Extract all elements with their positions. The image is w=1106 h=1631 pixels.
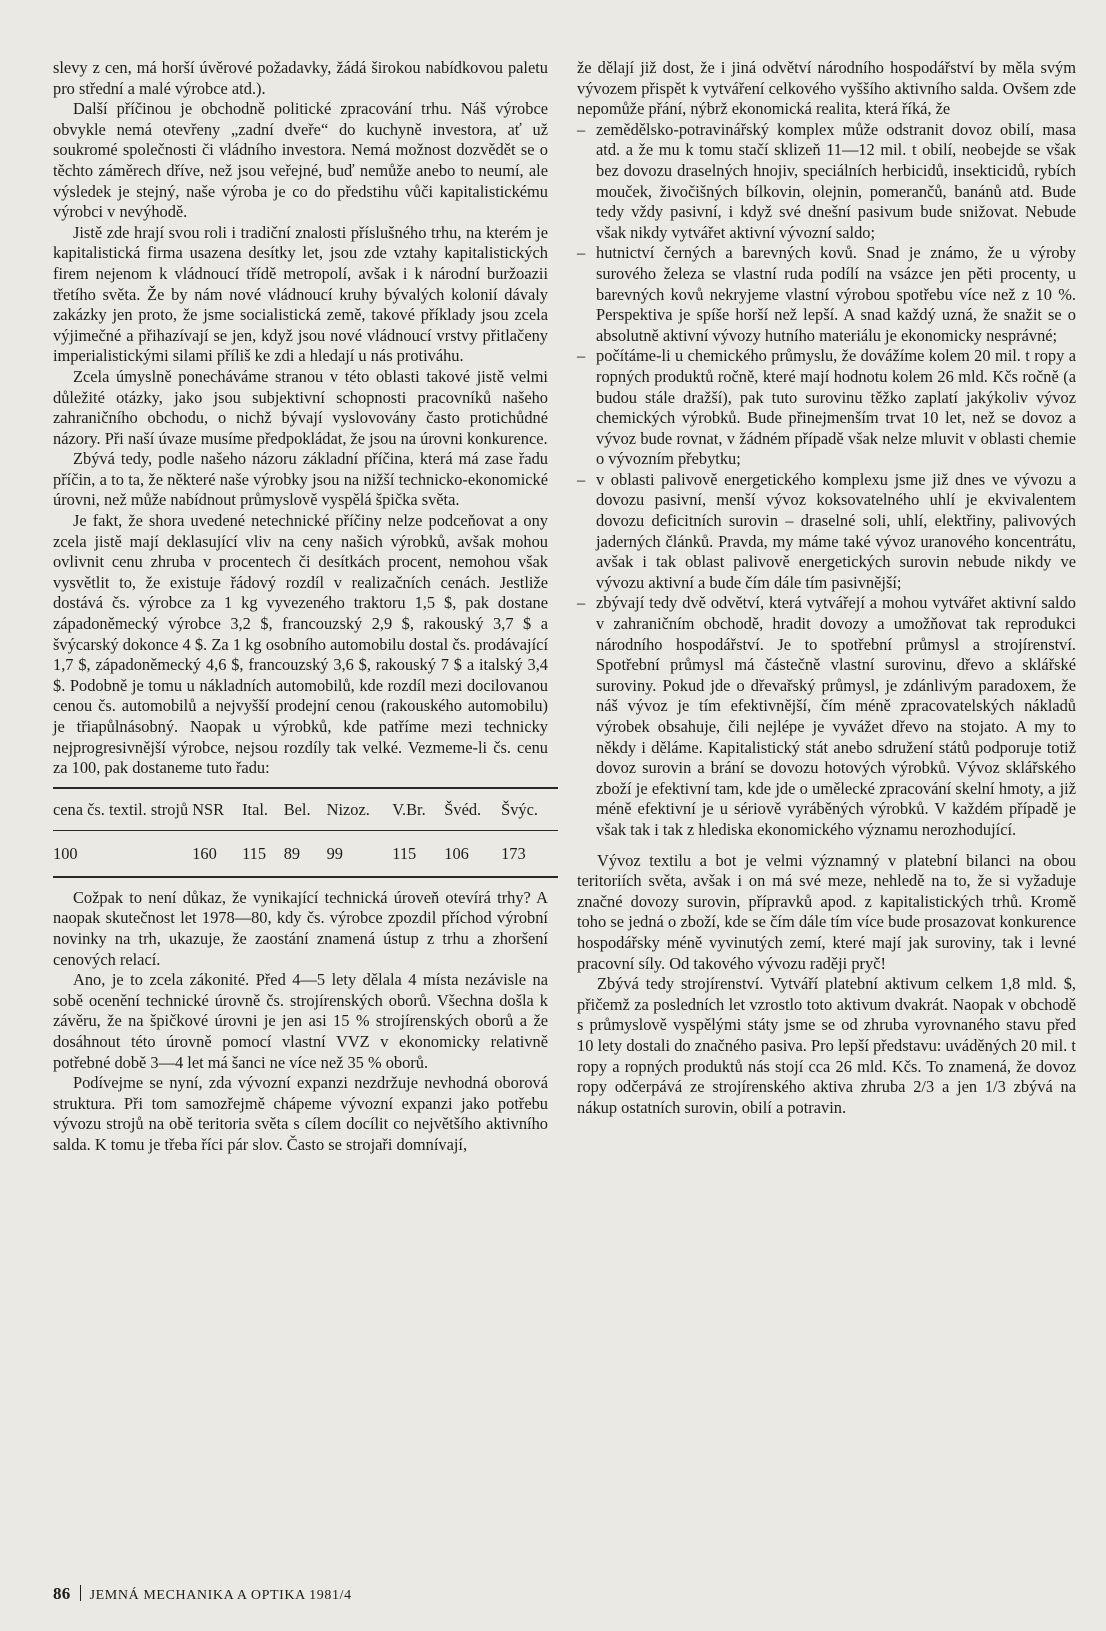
table-header-row [53,788,558,831]
list-item: – zbývají tedy dvě odvětví, která vytvářejí a mohou vytvářet aktivní saldo v zahraničním obchodě, hradit dovozy a umožňovat tak reprodukci národního hospodářství. Je to spotřební průmysl a strojírenství. Spotřební průmysl má částečně vlastní surovinu, dřevo a sklářské suroviny. Pokud jde o dřevařský průmysl, je zdánlivým paradoxem, že náš vývoz je tím efektivnější, čím méně zpracovatelských nákladů výrobek obsahuje, čili nejlépe je vyvážet dřevo na stojato. A my to někdy i děláme. Kapitalistický stát anebo sdružení států podporuje totiž dovoz surovin a brání se dovozu hotových výrobků. Vývoz sklářského zboží je efektivní tam, kde jde o umělecké zpracování skelní hmoty, a již méně efektivní je u sériově vyráběných výrobků. V každém případě je však tak i tak z hlediska ekonomického významu nerozhodující. [577,593,1076,840]
dash-list [577,120,1076,841]
table-row-header: cena čs. textil. strojů [53,799,189,819]
left-column [53,58,548,1156]
table-column-header: V.Br. [392,799,426,819]
table-cell: 160 [192,843,217,863]
paragraph: Zbývá tedy strojírenství. Vytváří platební aktivum celkem 1,8 mld. $, přičemž za posledních let vzrostlo toto aktivum dvakrát. Naopak v obchodě s průmyslově vyspělými státy jsme se od zhruba vyrovnaného stavu před 10 lety dostali do značného pasiva. Pro lepší představu: uváděných 20 mil. t ropy a ropných produktů nás stojí cca 26 mld. Kčs. To znamená, že dovoz ropy odčerpává ze strojírenského aktiva zhruba 2/3 a jen 1/3 zbývá na nákup ostatních surovin, obilí a potravin. [577,974,1076,1117]
table-column-header: Bel. [283,799,311,819]
table-cell: 106 [444,843,469,863]
table-column-header: Švéd. [444,799,482,819]
paragraph: Ano, je to zcela zákonité. Před 4—5 lety dělala 4 místa nezávisle na sobě ocenění technické úrovně čs. strojírenských oborů. Všechna došla k závěru, že na špičkové úrovni je jen asi 15 % strojírenských oborů a že dosáhnout této úrovně pomocí vlastní VVZ v ekonomicky relativně potřebné době 3—4 let má šanci ne více než 35 % oborů. [53,970,548,1072]
table-cell: 173 [501,843,526,863]
paragraph: Je fakt, že shora uvedené netechnické příčiny nelze podceňovat a ony zcela jistě mají deklasující vliv na ceny našich výrobků, avšak mohou ovlivnit cenu zhruba v procentech či desítkách procent, nemohou však vysvětlit to, že existuje řádový rozdíl v realizačních cenách. Jestliže dostává čs. výrobce za 1 kg vyvezeného traktoru 1,5 $, pak dostane západoněmecký výrobce 3,2 $, francouzský 2,9 $, rakouský 3,7 $ a švýcarský dokonce 4 $. Za 1 kg osobního automobilu dostal čs. prodávající 1,7 $, západoněmecký 4,6 $, francouzský 3,6 $, rakouský 7 $ a italský 3,4 $. Podobně je tomu u nákladních automobilů, kde rozdíl mezi docilovanou cenou čs. automobilů a nejvyšší prodejní cenou (rakouského automobilu) je třiapůlnásobný. Naopak u výrobků, kde patříme mezi technicky nejprogresivnější výrobce, nejsou rozdíly tak velké. Vezmeme-li čs. cenu za 100, pak dostaneme tuto řadu: [53,511,548,778]
page-number: 86 [53,1584,71,1603]
journal-title: JEMNÁ MECHANIKA A OPTIKA 1981/4 [89,1588,352,1603]
list-item: – počítáme-li u chemického průmyslu, že dovážíme kolem 20 mil. t ropy a ropných produktů ročně, které mají hodnotu kolem 26 mld. Kčs ročně (a budou stále dražší), pak tuto surovinu těžko zaplatí jakýkoliv vývoz chemických výrobků. Bude přinejmenším trvat 10 let, než se dovoz a vývoz bude rovnat, v žádném případě však nelze mluvit v oblasti chemie o vývozním přebytku; [577,346,1076,470]
paragraph: Podívejme se nyní, zda vývozní expanzi nezdržuje nevhodná oborová struktura. Při tom samozřejmě chápeme vývozní expanzi jako potřebu vývozu strojů na obě teritoria světa s cílem docílit co největšího aktivního salda. K tomu je třeba říci pár slov. Často se strojaři domnívají, [53,1073,548,1154]
table-column-header: Ital. [242,799,269,819]
paragraph: Jistě zde hrají svou roli i tradiční znalosti příslušného trhu, na kterém je kapitalistická firma usazena desítky let, jsou zde vztahy kapitalistických firem nejenom k vládnoucí třídě metropolí, avšak i k národní buržoazii třetího světa. Že by nám nové vládnoucí kruhy bývalých kolonií dávaly zakázky jen proto, že jsme socialistická země, takové příklady jsou zcela výjimečné a přihazívají se jen, když jsou nové vládnoucí vrstvy přitlačeny imperialistickými silami příliš ke zdi a hledají u nás protiváhu. [53,222,548,366]
list-item: – hutnictví černých a barevných kovů. Snad je známo, že u výroby surového železa se vlastní ruda podílí na vsázce jen pěti procenty, u barevných kovů nekryjeme vlastní výrobou spotřebu více než z 10 %. Perspektiva je spíše horší než lepší. A snad každý uzná, že snažit se o absolutně aktivní vývozy hutního materiálu je ekonomicky nesprávné; [577,243,1076,346]
paragraph: že dělají již dost, že i jiná odvětví národního hospodářství by měla svým vývozem přispět k vytváření celkového vyššího aktivního salda. Ovšem zde nepomůže přání, nýbrž ekonomická realita, která říká, že [577,58,1076,119]
spacer [577,841,1076,851]
table-cell: 100 [53,843,78,863]
paragraph: Zcela úmyslně ponecháváme stranou v této oblasti takové jistě velmi důležité otázky, jako jsou subjektivní schopnosti pracovníků našeho zahraničního obchodu, o nichž bývají vyslovovány často protichůdné názory. Při naší úvaze musíme předpokládat, že jsou na úrovni konkurence. [53,366,548,448]
table-cell: 89 [283,843,301,863]
paragraph: Vývoz textilu a bot je velmi významný v platební bilanci na obou teritoriích světa, avšak i on má své meze, nehledě na to, že si vyžaduje značné dovozy surovin, přípravků apod. z kapitalistických trhů. Kromě toho se jedná o zboží, kde se čím dále tím více bude prosazovat konkurence hospodářsky méně vyvinutých zemí, které mají jak suroviny, tak i levné pracovní síly. Od takového vývozu raději pryč! [577,850,1076,973]
list-item: – zemědělsko-potravinářský komplex může odstranit dovoz obilí, masa atd. a že mu k tomu stačí sklizeň 11—12 mil. t obilí, neobejde se však bez dovozu draselných hnojiv, speciálních herbicidů, insekticidů, rybích mouček, živočišných bílkovin, olejnin, pomerančů, banánů atd. Bude tedy vždy pasivní, i když své dnešní pasivum bude snižovat. Nebude však nikdy vytvářet aktivní vývozní saldo; [577,120,1076,244]
right-column [577,58,1076,1118]
table-column-header: Švýc. [501,799,538,819]
table-cell: 99 [326,843,343,863]
table-cell: 115 [392,843,417,863]
paragraph: slevy z cen, má horší úvěrové požadavky, žádá širokou nabídkovou paletu pro střední a malé výrobce atd.). [53,58,548,98]
table-cell: 115 [242,843,267,863]
footer-divider [80,1585,81,1601]
page-footer [53,1584,352,1604]
table-column-header: NSR [192,799,225,819]
spacer [53,878,548,888]
paragraph: Cožpak to není důkaz, že vynikající technická úroveň otevírá trhy? A naopak skutečnost let 1978—80, kdy čs. výrobce zpozdil příchod výrobní novinky na trh, ukazuje, že zaostání znamená ústup z trhu a zhoršení cenových relací. [53,887,548,969]
paragraph: Další příčinou je obchodně politické zpracování trhu. Náš výrobce obvykle nemá otevřeny „zadní dveře“ do kuchyně investora, ať už soukromé společnosti či vládního investora. Nemá možnost dozvědět se o těchto záměrech dříve, než jsou veřejné, buď nemůže anebo to neumí, ale výsledek je stejný, naše výroba je co do předstihu vůči kapitalistickému výrobci v nevýhodě. [53,99,548,222]
paragraph: Zbývá tedy, podle našeho názoru základní příčina, která má zase řadu příčin, a to ta, že některé naše výrobky jsou na nižší technicko-ekonomické úrovni, než může nabídnout průmyslově vyspělá špička světa. [53,449,548,510]
table-row [53,830,558,877]
list-item: – v oblasti palivově energetického komplexu jsme již dnes ve vývozu a dovozu pasivní, menší vývoz koksovatelného uhlí je ekvivalentem dovozu deficitních surovin – draselné soli, uhlí, elektřiny, palivových jaderných článků. Pravda, my máme také vývoz uranového koncentrátu, avšak i tak oblast palivově energetických surovin nebude nikdy ve vývozu aktivní a bude čím dále tím pasivnější; [577,470,1076,594]
price-comparison-table [53,787,558,878]
table-column-header: Nizoz. [326,799,370,819]
